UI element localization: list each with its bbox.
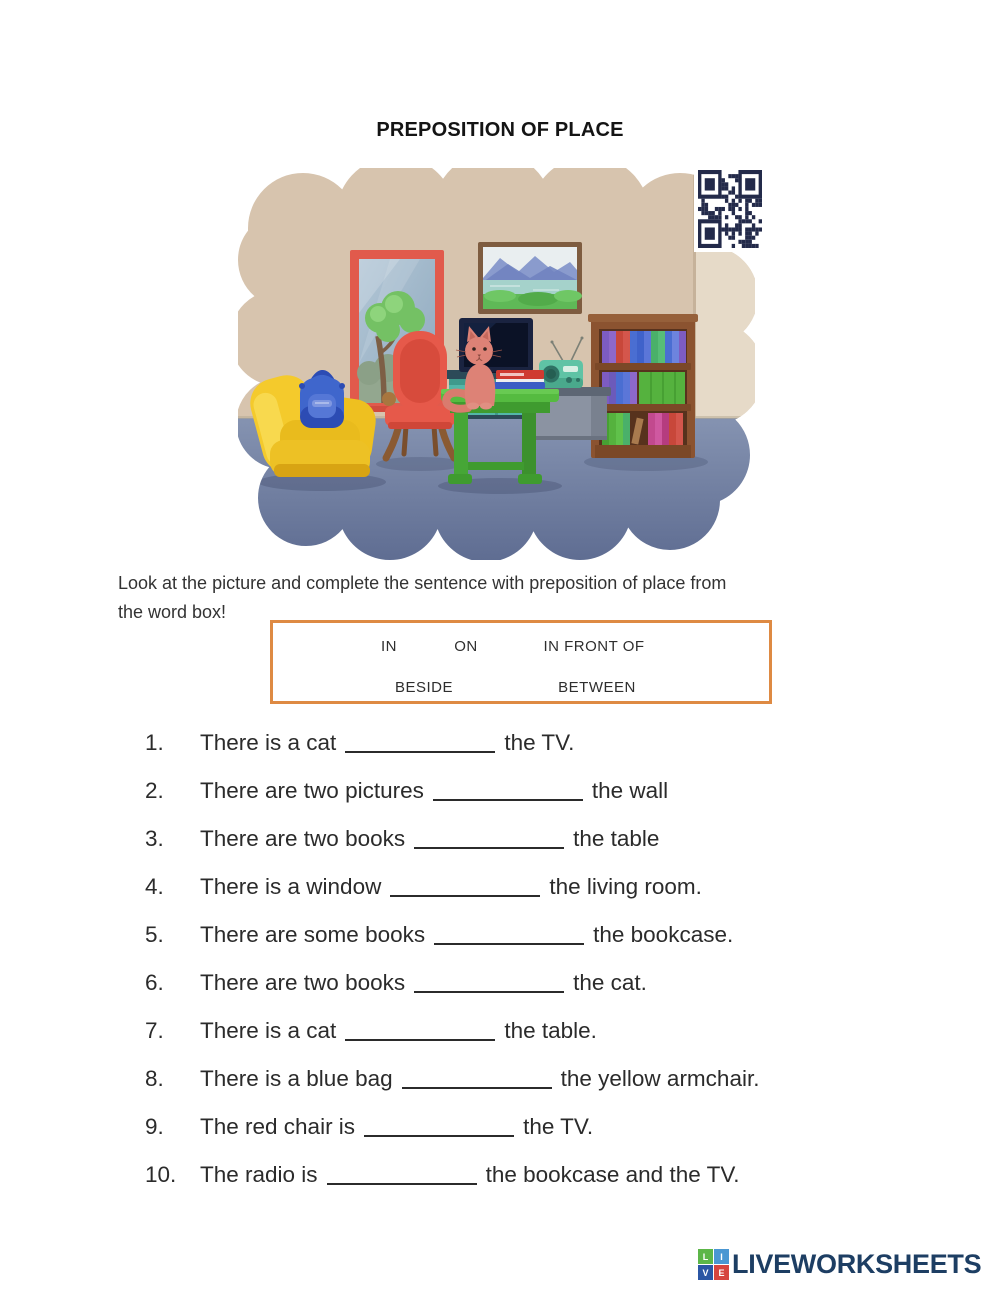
word-option-in: IN [381, 638, 397, 655]
word-option-beside: BESIDE [394, 679, 454, 696]
liveworksheets-logo-icon [698, 1249, 729, 1280]
answer-blank-5[interactable] [434, 938, 584, 945]
word-box [270, 620, 772, 704]
question-text-post: the table [573, 826, 660, 851]
question-7 [145, 1007, 975, 1055]
question-number: 4. [145, 874, 164, 899]
question-text-post: the cat. [573, 970, 647, 995]
question-text-pre: The red chair is [200, 1114, 356, 1139]
question-text-pre: There is a blue bag [200, 1066, 393, 1091]
answer-blank-10[interactable] [327, 1178, 477, 1185]
question-text-post: the living room. [549, 874, 702, 899]
answer-blank-1[interactable] [345, 746, 495, 753]
question-number: 1. [145, 730, 164, 755]
question-3 [145, 815, 975, 863]
liveworksheets-logo [698, 1249, 981, 1280]
word-option-in-front-of: IN FRONT OF [543, 638, 645, 655]
question-4 [145, 863, 975, 911]
word-option-on: ON [454, 638, 478, 655]
living-room-svg [238, 168, 755, 560]
page-title: PREPOSITION OF PLACE [376, 119, 624, 141]
question-text-pre: There is a cat [200, 1018, 337, 1043]
logo-letter-e: E [714, 1265, 729, 1280]
question-text-pre: There are some books [200, 922, 426, 947]
question-text-post: the table. [504, 1018, 597, 1043]
question-number: 10. [145, 1162, 177, 1187]
question-text-pre: There are two pictures [200, 778, 424, 803]
question-number: 6. [145, 970, 164, 995]
question-text-pre: There is a cat [200, 730, 337, 755]
instructions-line-1: Look at the picture and complete the sentence with preposition of place from [118, 573, 727, 593]
question-1 [145, 719, 975, 767]
answer-blank-9[interactable] [364, 1130, 514, 1137]
question-list [145, 719, 975, 1199]
living-room-illustration [238, 168, 755, 560]
answer-blank-7[interactable] [345, 1034, 495, 1041]
question-text-pre: There is a window [200, 874, 382, 899]
question-text-pre: There are two books [200, 970, 406, 995]
question-text-post: the wall [591, 778, 669, 803]
question-number: 3. [145, 826, 164, 851]
question-text-pre: The radio is [200, 1162, 318, 1187]
instructions-line-2: the word box! [118, 601, 227, 622]
answer-blank-3[interactable] [414, 842, 564, 849]
question-text-post: the TV. [504, 730, 575, 755]
liveworksheets-wordmark: LIVEWORKSHEETS [732, 1249, 982, 1279]
question-9 [145, 1103, 975, 1151]
question-text-post: the bookcase. [593, 922, 734, 947]
question-5 [145, 911, 975, 959]
question-number: 7. [145, 1018, 164, 1043]
qr-code [694, 166, 766, 252]
question-6 [145, 959, 975, 1007]
answer-blank-6[interactable] [414, 986, 564, 993]
logo-letter-v: V [698, 1265, 713, 1280]
question-2 [145, 767, 975, 815]
question-text-post: the yellow armchair. [560, 1066, 760, 1091]
question-text-post: the bookcase and the TV. [485, 1162, 740, 1187]
question-text-post: the TV. [523, 1114, 594, 1139]
answer-blank-8[interactable] [402, 1082, 552, 1089]
question-number: 8. [145, 1066, 164, 1091]
answer-blank-4[interactable] [390, 890, 540, 897]
logo-letter-l: L [698, 1249, 713, 1264]
instructions-text [118, 569, 918, 627]
question-8 [145, 1055, 975, 1103]
question-number: 9. [145, 1114, 164, 1139]
logo-letter-i: I [714, 1249, 729, 1264]
question-10 [145, 1151, 975, 1199]
question-number: 2. [145, 778, 164, 803]
books-on-table [493, 370, 545, 389]
word-option-between: BETWEEN [558, 679, 636, 696]
question-number: 5. [145, 922, 164, 947]
answer-blank-2[interactable] [433, 794, 583, 801]
question-text-pre: There are two books [200, 826, 406, 851]
qr-pattern [698, 170, 762, 248]
framed-picture [478, 242, 582, 314]
